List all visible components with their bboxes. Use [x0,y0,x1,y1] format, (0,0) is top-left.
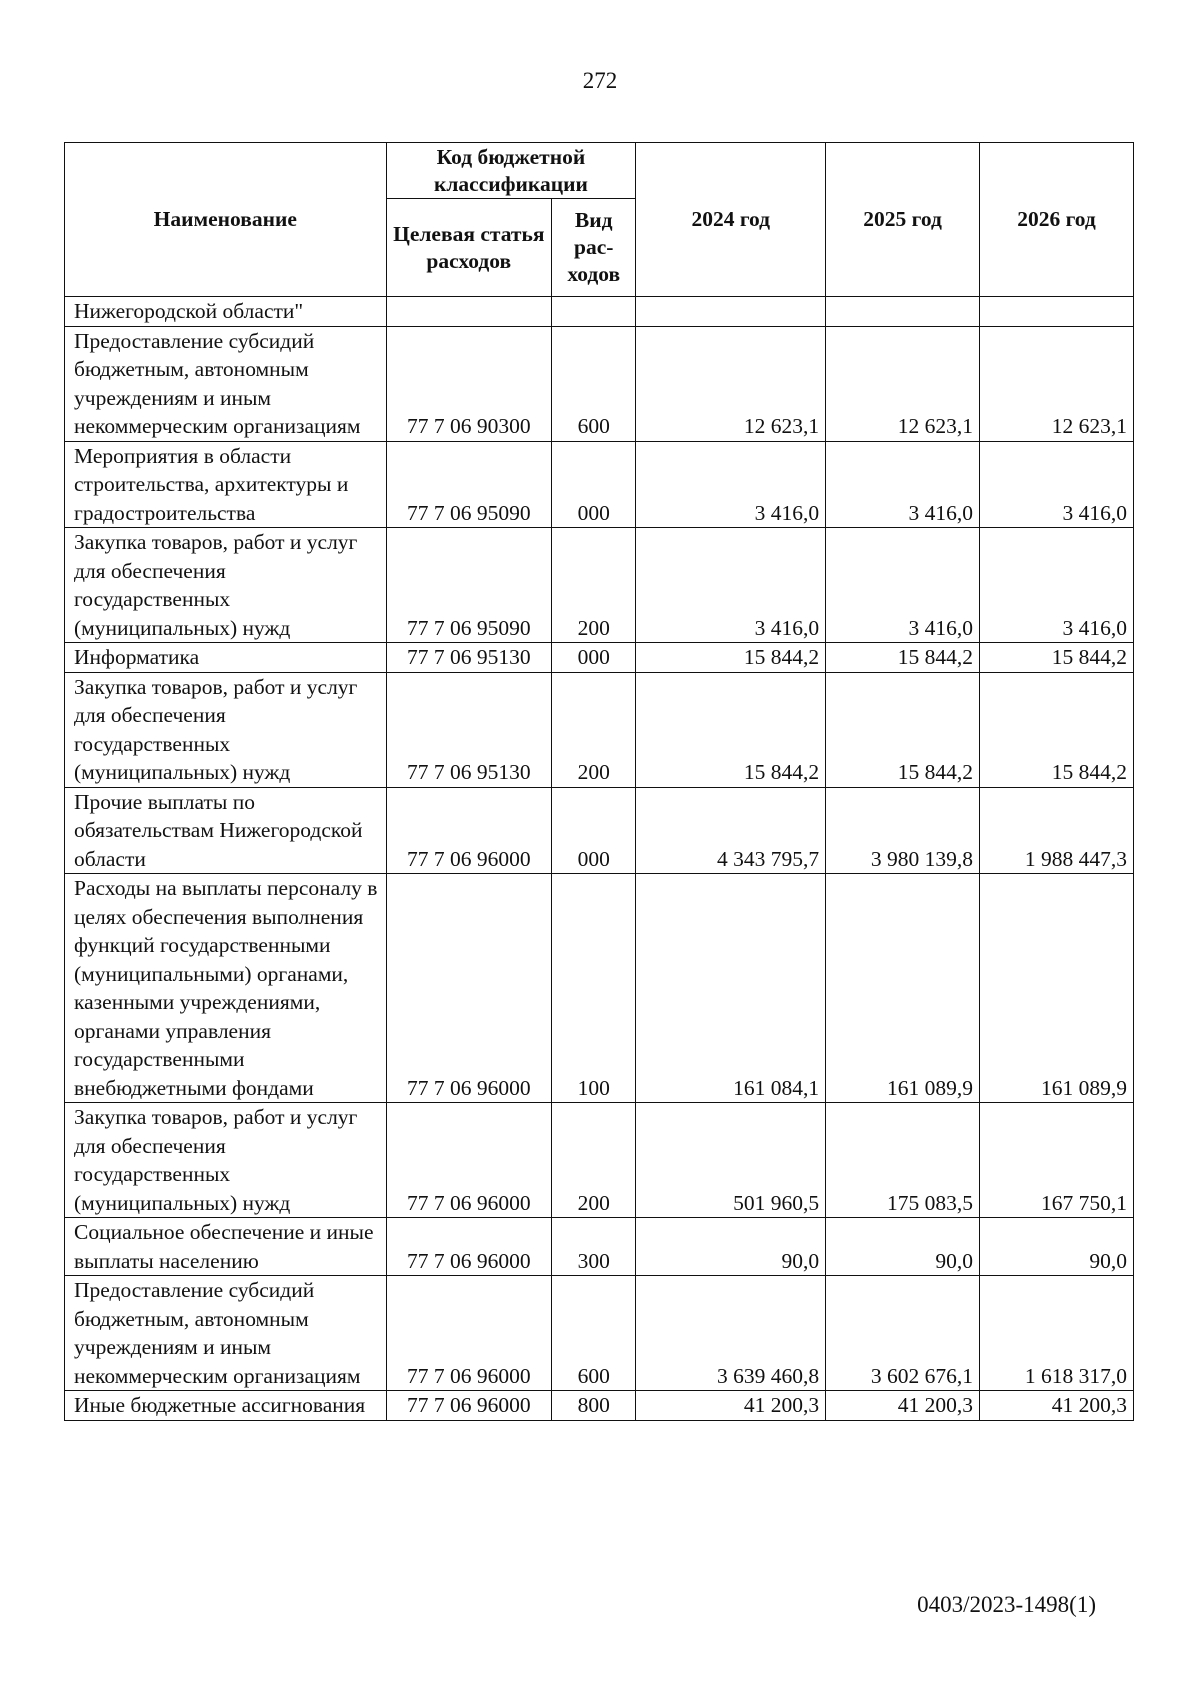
table-row [65,787,1134,874]
row-kind [552,297,636,327]
row-name: Расходы на выплаты персоналу в целях обеспечения выполнения функций государственными (муниципальными) органами, казенными учреждениями, органами управления государственными внебюджетными фондами [65,874,387,1103]
row-name: Информатика [65,643,387,673]
row-2024: 3 416,0 [636,528,826,643]
document-number: 0403/2023-1498(1) [917,1592,1096,1617]
row-2026: 90,0 [980,1218,1134,1276]
row-code [386,297,552,327]
row-kind: 000 [552,787,636,874]
row-2026: 3 416,0 [980,528,1134,643]
row-name: Социальное обеспечение и иные выплаты населению [65,1218,387,1276]
table-row [65,1103,1134,1218]
row-2024: 12 623,1 [636,326,826,441]
row-code: 77 7 06 96000 [386,1218,552,1276]
row-2024: 90,0 [636,1218,826,1276]
row-kind: 200 [552,528,636,643]
row-2025: 15 844,2 [826,643,980,673]
row-code: 77 7 06 95090 [386,441,552,528]
row-2025: 175 083,5 [826,1103,980,1218]
table-row [65,1391,1134,1421]
row-name: Закупка товаров, работ и услуг для обеспечения государственных (муниципальных) нужд [65,1103,387,1218]
table-row [65,1218,1134,1276]
row-2026: 41 200,3 [980,1391,1134,1421]
row-2026: 3 416,0 [980,441,1134,528]
row-kind: 100 [552,874,636,1103]
row-name: Нижегородской области" [65,297,387,327]
row-2024: 161 084,1 [636,874,826,1103]
table-row [65,672,1134,787]
header-name: Наименование [65,143,387,297]
row-kind: 000 [552,441,636,528]
row-2025: 15 844,2 [826,672,980,787]
row-2024: 3 416,0 [636,441,826,528]
row-code: 77 7 06 96000 [386,1103,552,1218]
budget-table [64,142,1134,1421]
row-2025: 161 089,9 [826,874,980,1103]
row-2025: 3 416,0 [826,441,980,528]
table-row [65,528,1134,643]
header-2025: 2025 год [826,143,980,297]
row-2025: 3 416,0 [826,528,980,643]
row-2026: 1 618 317,0 [980,1276,1134,1391]
row-code: 77 7 06 96000 [386,1276,552,1391]
row-name: Прочие выплаты по обязательствам Нижегородской области [65,787,387,874]
table-row [65,326,1134,441]
header-classification: Код бюджетной классификации [386,143,636,199]
row-name: Предоставление субсидий бюджетным, автономным учреждениям и иным некоммерческим организациям [65,1276,387,1391]
table-row [65,1276,1134,1391]
row-code: 77 7 06 95130 [386,672,552,787]
table-row [65,297,1134,327]
row-kind: 200 [552,672,636,787]
row-2024: 15 844,2 [636,672,826,787]
row-code: 77 7 06 95090 [386,528,552,643]
header-2026: 2026 год [980,143,1134,297]
row-2024: 4 343 795,7 [636,787,826,874]
row-2026: 167 750,1 [980,1103,1134,1218]
row-2026: 15 844,2 [980,672,1134,787]
row-2025: 41 200,3 [826,1391,980,1421]
row-2024: 15 844,2 [636,643,826,673]
row-2024: 501 960,5 [636,1103,826,1218]
row-code: 77 7 06 90300 [386,326,552,441]
row-kind: 800 [552,1391,636,1421]
row-name: Закупка товаров, работ и услуг для обеспечения государственных (муниципальных) нужд [65,528,387,643]
table-body [65,297,1134,1421]
row-2026: 12 623,1 [980,326,1134,441]
row-2025 [826,297,980,327]
row-name: Мероприятия в области строительства, архитектуры и градостроительства [65,441,387,528]
page-number: 272 [582,68,618,93]
row-kind: 600 [552,1276,636,1391]
row-2025: 3 602 676,1 [826,1276,980,1391]
row-2026 [980,297,1134,327]
row-kind: 600 [552,326,636,441]
row-2026: 15 844,2 [980,643,1134,673]
table-row [65,643,1134,673]
header-2024: 2024 год [636,143,826,297]
row-code: 77 7 06 96000 [386,874,552,1103]
row-kind: 300 [552,1218,636,1276]
row-code: 77 7 06 96000 [386,1391,552,1421]
row-kind: 200 [552,1103,636,1218]
row-name: Иные бюджетные ассигнования [65,1391,387,1421]
row-2024 [636,297,826,327]
row-2024: 41 200,3 [636,1391,826,1421]
header-expense-type: Вид рас-ходов [552,199,636,297]
header-target-article: Целевая статья расходов [386,199,552,297]
row-2024: 3 639 460,8 [636,1276,826,1391]
row-2025: 12 623,1 [826,326,980,441]
table-header [65,143,1134,297]
row-2026: 161 089,9 [980,874,1134,1103]
row-name: Предоставление субсидий бюджетным, автономным учреждениям и иным некоммерческим организациям [65,326,387,441]
row-kind: 000 [552,643,636,673]
table-row [65,441,1134,528]
table-row [65,874,1134,1103]
row-2025: 90,0 [826,1218,980,1276]
row-2025: 3 980 139,8 [826,787,980,874]
row-code: 77 7 06 96000 [386,787,552,874]
row-2026: 1 988 447,3 [980,787,1134,874]
row-code: 77 7 06 95130 [386,643,552,673]
row-name: Закупка товаров, работ и услуг для обеспечения государственных (муниципальных) нужд [65,672,387,787]
